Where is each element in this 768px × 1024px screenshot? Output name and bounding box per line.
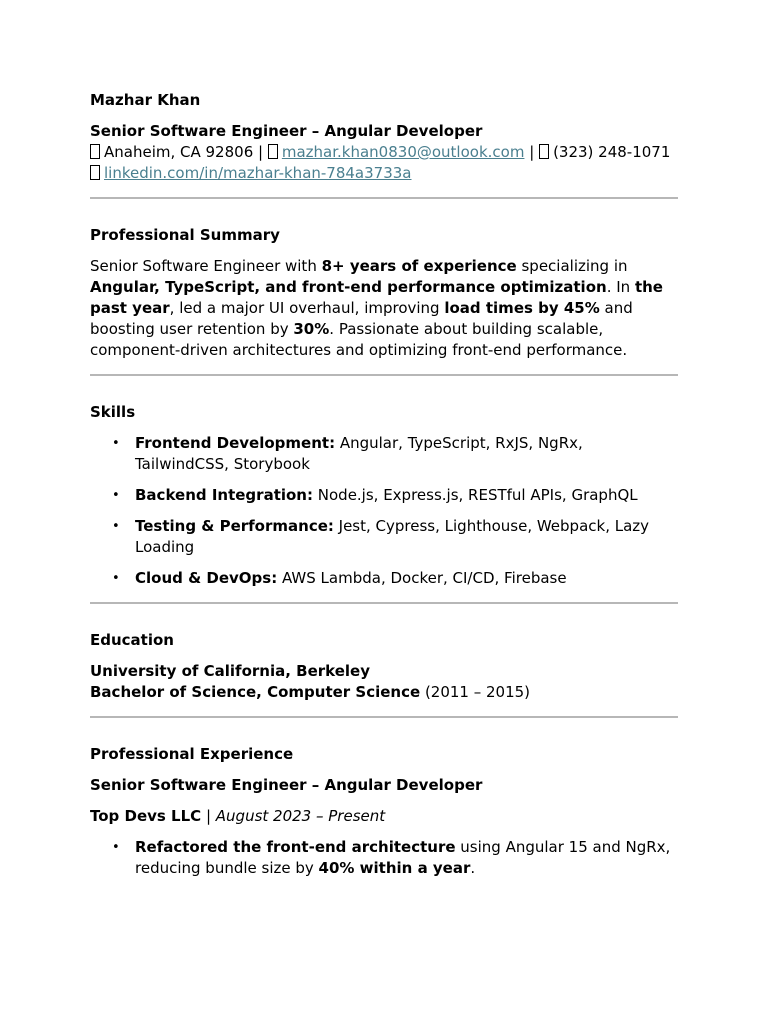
bullet-icon: •	[112, 519, 120, 534]
summary-part: , led a major UI overhaul, improving	[169, 299, 445, 317]
education-entry	[90, 661, 678, 703]
separator: |	[529, 143, 535, 161]
skill-label: Frontend Development:	[135, 434, 336, 452]
bullet-text: .	[470, 859, 476, 877]
section-divider	[90, 374, 678, 376]
skills-heading: Skills	[90, 403, 136, 421]
separator: |	[258, 143, 264, 161]
phone: (323) 248-1071	[553, 143, 671, 161]
linkedin-line	[90, 163, 678, 184]
summary-part: and boosting user retention by	[90, 299, 633, 338]
skill-text: Node.js, Express.js, RESTful APIs, GraphQL	[313, 486, 638, 504]
skill-label: Cloud & DevOps:	[135, 569, 278, 587]
bullet-icon: •	[112, 436, 120, 451]
location: Anaheim, CA 92806	[104, 143, 254, 161]
summary-highlight: load times by 45%	[444, 299, 600, 317]
linkedin-icon	[90, 165, 100, 180]
skill-item	[90, 516, 678, 558]
bullet-highlight: 40% within a year	[318, 859, 471, 877]
email-link[interactable]: mazhar.khan0830@outlook.com	[281, 143, 525, 161]
skill-item	[90, 568, 678, 589]
summary-part: Senior Software Engineer with	[90, 257, 322, 275]
skill-label: Backend Integration:	[135, 486, 313, 504]
education-heading: Education	[90, 631, 174, 649]
summary-highlight: 8+ years of experience	[321, 257, 517, 275]
skill-label: Testing & Performance:	[135, 517, 334, 535]
section-divider	[90, 716, 678, 718]
skill-text: Jest, Cypress, Lighthouse, Webpack, Lazy Loading	[135, 517, 650, 556]
summary-part: specializing in	[516, 257, 628, 275]
company-name: Top Devs LLC	[90, 807, 202, 825]
bullet-highlight: Refactored the front-end architecture	[135, 838, 456, 856]
skills-list	[90, 433, 678, 589]
skill-text: Angular, TypeScript, RxJS, NgRx, TailwindCSS, Storybook	[135, 434, 583, 473]
summary-heading: Professional Summary	[90, 226, 280, 244]
separator: |	[201, 807, 216, 825]
summary-part: . Passionate about building scalable, component-driven architectures and optimizing front-end performance.	[90, 320, 628, 359]
school-name: University of California, Berkeley	[90, 662, 370, 680]
summary-part: . In	[606, 278, 635, 296]
bullet-icon: •	[112, 840, 120, 855]
job-dates: August 2023 – Present	[215, 807, 386, 825]
section-divider	[90, 197, 678, 199]
job-title: Senior Software Engineer – Angular Developer	[90, 776, 483, 794]
skill-text: AWS Lambda, Docker, CI/CD, Firebase	[277, 569, 567, 587]
experience-bullets	[90, 837, 678, 879]
section-divider	[90, 602, 678, 604]
degree: Bachelor of Science, Computer Science	[90, 683, 421, 701]
skill-item	[90, 485, 678, 506]
location-pin-icon	[90, 144, 100, 159]
job-meta	[90, 806, 678, 827]
summary-highlight: 30%	[293, 320, 330, 338]
bullet-text: using Angular 15 and NgRx, reducing bundle size by	[135, 838, 671, 877]
skill-item	[90, 433, 678, 475]
summary-text	[90, 256, 678, 361]
email-icon	[268, 144, 278, 159]
resume-content	[90, 90, 678, 879]
experience-heading: Professional Experience	[90, 745, 294, 763]
experience-bullet	[90, 837, 678, 879]
degree-years: (2011 – 2015)	[420, 683, 531, 701]
degree-line	[90, 682, 678, 703]
bullet-icon: •	[112, 488, 120, 503]
summary-highlight: the past year	[90, 278, 663, 317]
summary-highlight: Angular, TypeScript, and front-end performance optimization	[90, 278, 607, 296]
bullet-icon: •	[112, 571, 120, 586]
candidate-name: Mazhar Khan	[90, 91, 201, 109]
linkedin-link[interactable]: linkedin.com/in/mazhar-khan-784a3733a	[104, 164, 412, 182]
phone-icon	[539, 144, 549, 159]
contact-line	[90, 142, 678, 163]
candidate-title: Senior Software Engineer – Angular Developer	[90, 122, 483, 140]
